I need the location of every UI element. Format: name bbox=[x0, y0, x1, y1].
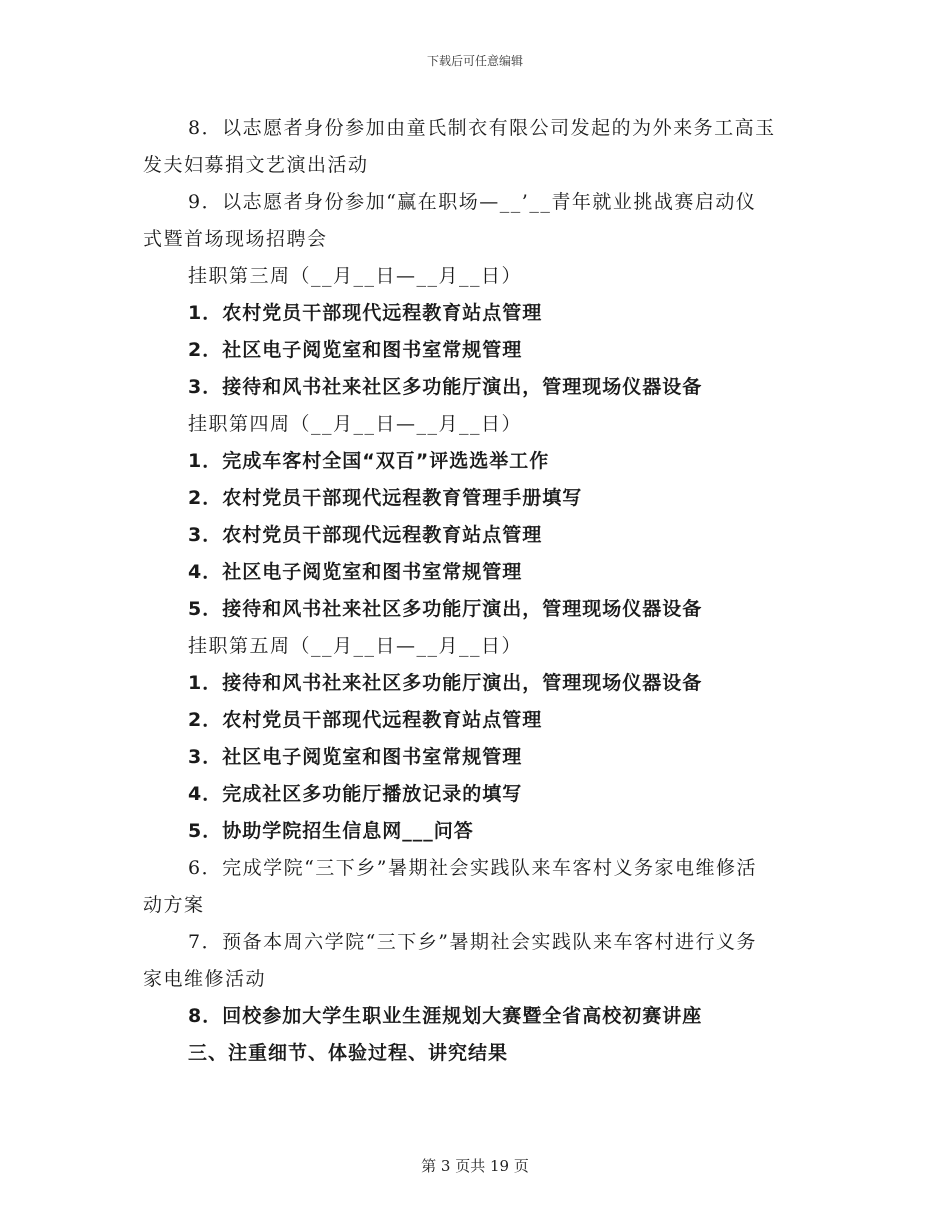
week-5-item-7-line-2: 家电维修活动 bbox=[143, 968, 267, 990]
week-4-heading: 挂职第四周（__月__日—__月__日） bbox=[188, 413, 523, 435]
item-9-line-2: 式暨首场现场招聘会 bbox=[143, 228, 328, 250]
section-3-heading: 三、注重细节、体验过程、讲究结果 bbox=[188, 1042, 509, 1064]
week-5-item-6-line-1: 6．完成学院“三下乡”暑期社会实践队来车客村义务家电维修活 bbox=[188, 857, 758, 879]
week-5-item-3: 3．社区电子阅览室和图书室常规管理 bbox=[188, 746, 523, 768]
week-4-item-5: 5．接待和风书社来社区多功能厅演出，管理现场仪器设备 bbox=[188, 598, 703, 620]
item-8-line-2: 发夫妇募捐文艺演出活动 bbox=[143, 154, 369, 176]
item-8-line-1: 8．以志愿者身份参加由童氏制衣有限公司发起的为外来务工高玉 bbox=[188, 117, 776, 139]
item-9-line-1: 9．以志愿者身份参加“赢在职场—__’__青年就业挑战赛启动仪 bbox=[188, 191, 757, 213]
week-5-item-5: 5．协助学院招生信息网___问答 bbox=[188, 820, 474, 842]
week-5-item-4: 4．完成社区多功能厅播放记录的填写 bbox=[188, 783, 523, 805]
document-body bbox=[143, 110, 808, 1072]
week-4-item-1: 1．完成车客村全国“双百”评选选举工作 bbox=[188, 450, 550, 472]
week-5-item-1: 1．接待和风书社来社区多功能厅演出，管理现场仪器设备 bbox=[188, 672, 703, 694]
week-3-heading: 挂职第三周（__月__日—__月__日） bbox=[188, 265, 523, 287]
week-3-item-3: 3．接待和风书社来社区多功能厅演出，管理现场仪器设备 bbox=[188, 376, 703, 398]
week-4-item-4: 4．社区电子阅览室和图书室常规管理 bbox=[188, 561, 523, 583]
week-5-item-6-line-2: 动方案 bbox=[143, 894, 205, 916]
week-5-heading: 挂职第五周（__月__日—__月__日） bbox=[188, 635, 523, 657]
week-5-item-8: 8．回校参加大学生职业生涯规划大赛暨全省高校初赛讲座 bbox=[188, 1005, 703, 1027]
page-header: 下载后可任意编辑 bbox=[426, 54, 523, 68]
page-footer: 第 3 页共 19 页 bbox=[421, 1157, 529, 1175]
week-5-item-7-line-1: 7．预备本周六学院“三下乡”暑期社会实践队来车客村进行义务 bbox=[188, 931, 758, 953]
week-3-item-1: 1．农村党员干部现代远程教育站点管理 bbox=[188, 302, 543, 324]
week-5-item-2: 2．农村党员干部现代远程教育站点管理 bbox=[188, 709, 543, 731]
week-4-item-3: 3．农村党员干部现代远程教育站点管理 bbox=[188, 524, 543, 546]
week-4-item-2: 2．农村党员干部现代远程教育管理手册填写 bbox=[188, 487, 583, 509]
week-3-item-2: 2．社区电子阅览室和图书室常规管理 bbox=[188, 339, 523, 361]
